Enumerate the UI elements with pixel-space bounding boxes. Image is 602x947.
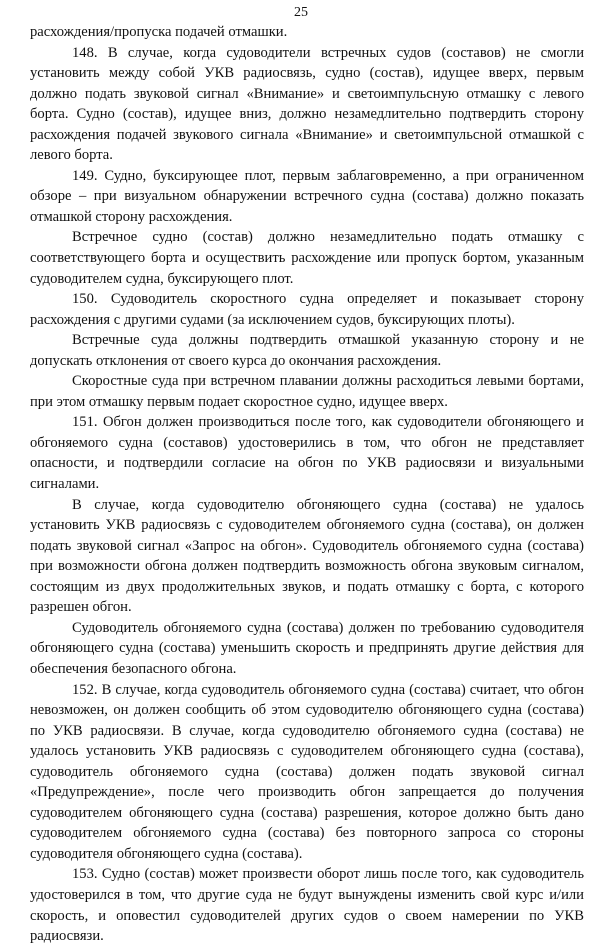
paragraph-151: 151. Обгон должен производиться после того, как судоводители обгоняющего и обгоняемого судна (составов) удостоверились в том, что обгон не представляет опасности, и подтвердили согласие на обгон по УКВ радиосвязи и визуальными сигналами.	[30, 414, 584, 493]
paragraph-150: 150. Судоводитель скоростного судна определяет и показывает сторону расхождения с другими судами (за исключением судов, буксирующих плоты).	[30, 291, 584, 328]
paragraph-151-no-radio-contact: В случае, когда судоводителю обгоняющего судна (состава) не удалось установить УКВ радиосвязь с судоводителем обгоняемого судна (состава), он должен подать звуковой сигнал «Запрос на обгон». Судоводитель обгоняемого судна (состава) при возможности обгона должен подтвердить возможность обгона звуковым сигналом, состоящим из двух продолжительных звуков, и подать отмашку с борта, с которого разрешен обгон.	[30, 496, 584, 616]
paragraph-149-oncoming-vessel: Встречное судно (состав) должно незамедлительно подать отмашку с соответствующего борта и осуществить расхождение или пропуск бортом, указанным судоводителем судна, буксирующего плот.	[30, 229, 584, 287]
paragraph-150-high-speed-vessels: Скоростные суда при встречном плавании должны расходиться левыми бортами, при этом отмашку первым подает скоростное судно, идущее вверх.	[30, 373, 584, 410]
paragraph-148: 148. В случае, когда судоводители встречных судов (составов) не смогли установить между собой УКВ радиосвязь, судно (состав), идущее вверх, первым должно подать звуковой сигнал «Внимание» и светоимпульсную отмашку с левого борта. Судно (состав), идущее вниз, должно незамедлительно подтвердить сторону расхождения подачей звукового сигнала «Внимание» и светоимпульсной отмашкой с левого борта.	[30, 44, 584, 164]
paragraph-149: 149. Судно, буксирующее плот, первым заблаговременно, а при ограниченном обзоре – при визуальном обнаружении встречного судна (состава) должно показать отмашкой сторону расхождения.	[30, 167, 584, 225]
paragraph-151-overtaken-vessel: Судоводитель обгоняемого судна (состава) должен по требованию судоводителя обгоняющего судна (состава) уменьшить скорость и предпринять другие действия для обеспечения безопасного обгона.	[30, 619, 584, 677]
paragraph-152: 152. В случае, когда судоводитель обгоняемого судна (состава) считает, что обгон невозможен, он должен сообщить об этом судоводителю обгоняющего судна (состава) по УКВ радиосвязи. В случае, когда судоводителю обгоняемого судна (состава) не удалось установить УКВ радиосвязь с судоводителем обгоняющего судна (состава), судоводитель обгоняемого судна (состава) должен подать звуковой сигнал «Предупреждение», после чего производить обгон запрещается до получения судоводителем обгоняющего судна (состава) разрешения, которое должно быть дано судоводителем обгоняемого судна (состава) без повторного запроса со стороны судоводителя обгоняющего судна (состава).	[30, 681, 584, 862]
page-number: 25	[294, 5, 308, 20]
paragraph-continuation: расхождения/пропуска подачей отмашки.	[30, 24, 288, 40]
paragraph-150-oncoming-vessels: Встречные суда должны подтвердить отмашкой указанную сторону и не допускать отклонения от своего курса до окончания расхождения.	[30, 332, 584, 369]
paragraph-153: 153. Судно (состав) может произвести оборот лишь после того, как судоводитель удостоверился в том, что другие суда не будут вынуждены изменить свой курс и/или скорость, и оповестил судоводителей других судов о своем намерении по УКВ радиосвязи.	[30, 866, 584, 945]
document-body	[30, 22, 584, 947]
